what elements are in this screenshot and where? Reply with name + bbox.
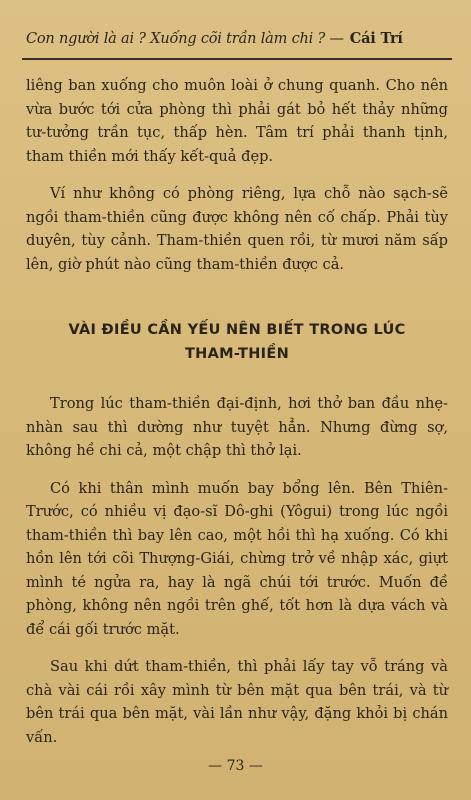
header-author: Cái Trí <box>349 30 403 47</box>
section-heading-line1: VÀI ĐIỀU CẦN YẾU NÊN BIẾT TRONG LÚC <box>68 322 406 338</box>
header-rule <box>22 58 452 60</box>
paragraph: liêng ban xuống cho muôn loài ở chung quanh. Cho nên vừa bước tới cửa phòng thì phải gát bỏ hết thảy những tư-tưởng trần tục, thấp hèn. Tâm trí phải thanh tịnh, tham thiền mới thấy kết-quả đẹp. <box>26 77 448 165</box>
body-text-bottom <box>26 392 448 749</box>
running-header <box>26 30 450 47</box>
paragraph: Có khi thân mình muốn bay bổng lên. Bên Thiên-Trước, có nhiều vị đạo-sĩ Dô-ghi (Yôgui) trong lúc ngồi tham-thiền thì bay lên cao, một hồi thì hạ xuống. Có khi hồn lên tới cõi Thượng-Giái, chừng trở về nhập xác, giựt mình té ngửa ra, hay là ngã chúi tới trước. Muốn đề phòng, không nên ngồi trên ghế, tốt hơn là dựa vách và để cái gối trước mặt. <box>26 479 448 638</box>
page-number: — 73 — <box>208 758 263 774</box>
paragraph: Sau khi dứt tham-thiền, thì phải lấy tay vỗ tráng và chà vài cái rồi xây mình từ bên mặt qua bên trái, và từ bên trái qua bên mặt, vài lần như vậy, đặng khỏi bị chán vấn. <box>26 658 448 746</box>
section-heading-line2: THAM-THIỀN <box>184 346 290 362</box>
header-title: Con người là ai ? Xuống cõi trần làm chi ? — <box>26 31 344 47</box>
body-text-top <box>26 74 448 276</box>
paragraph: Trong lúc tham-thiền đại-định, hơi thở ban đầu nhẹ-nhàn sau thì dường như tuyệt hẳn. Nhưng đừng sợ, không hề chi cả, một chập thì thở lại. <box>26 395 448 459</box>
section-heading <box>26 318 448 366</box>
paragraph: Ví như không có phòng riêng, lựa chỗ nào sạch-sẽ ngồi tham-thiền cũng được không nên cố chấp. Phải tùy duyên, tùy cảnh. Tham-thiền quen rồi, từ mươi năm sấp lên, giờ phút nào cũng tham-thiền được cả. <box>26 185 448 273</box>
